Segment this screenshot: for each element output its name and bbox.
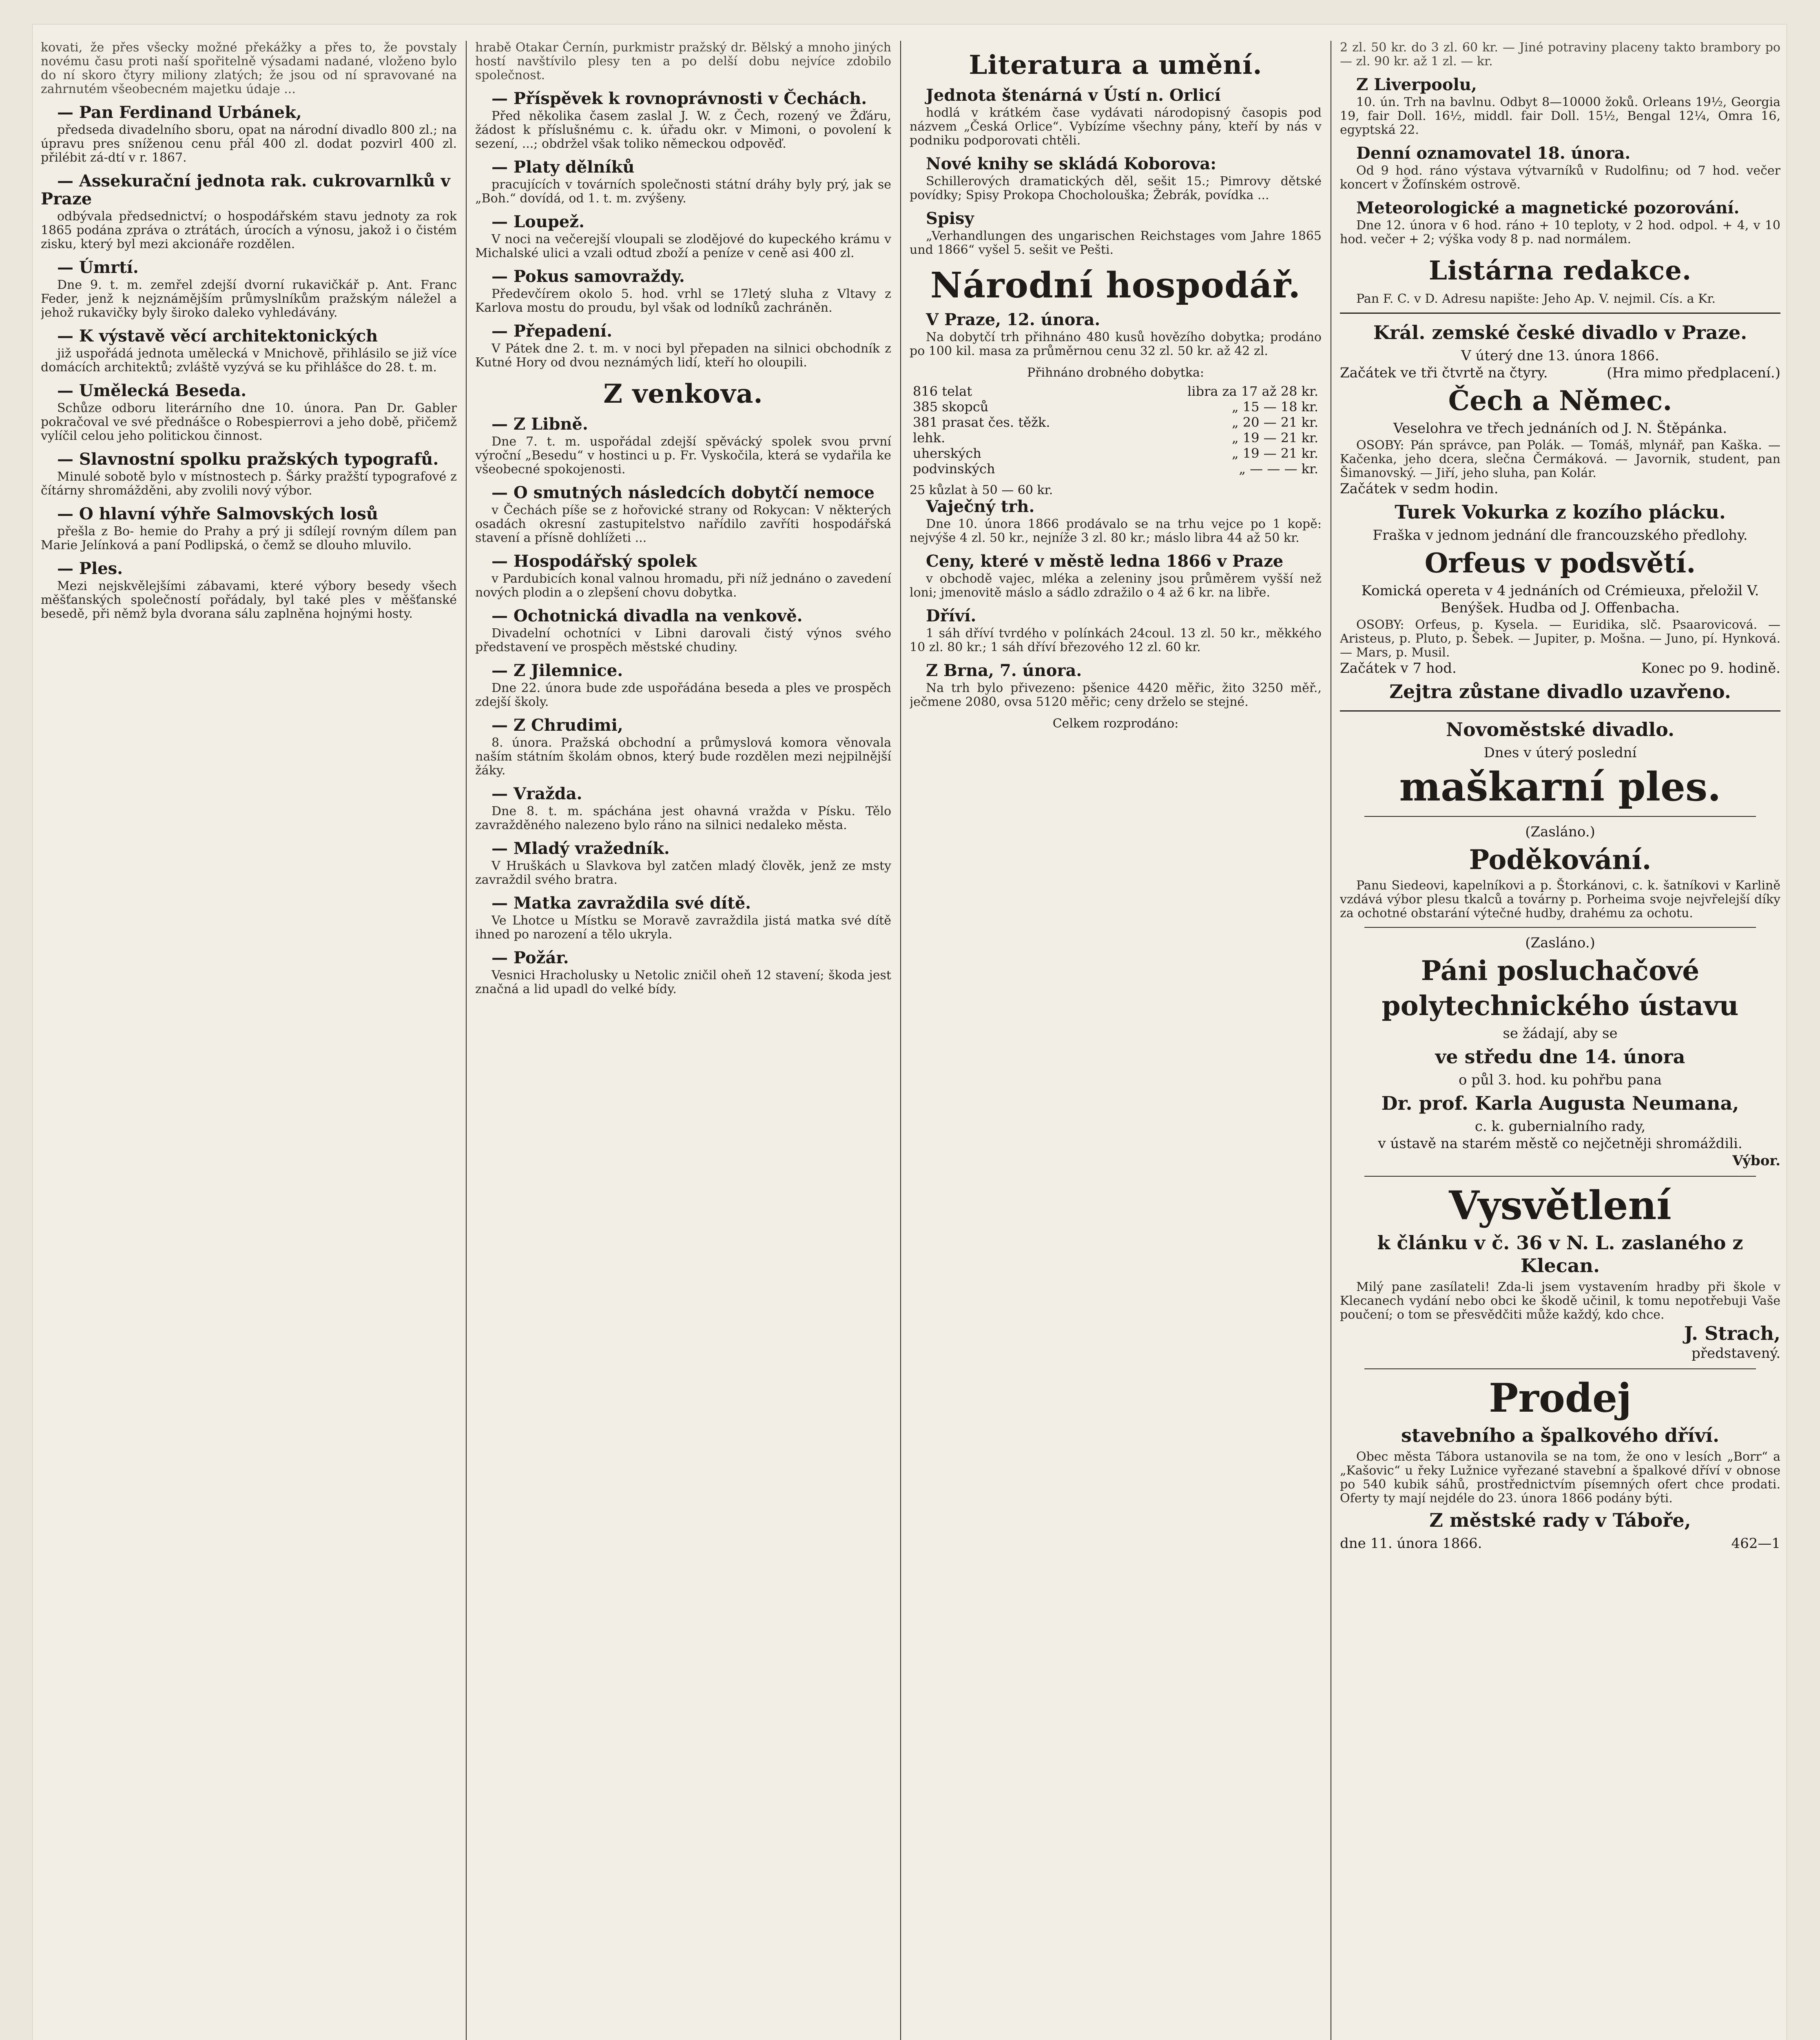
price-label: 381 prasat čes. těžk. [913, 415, 1050, 430]
section-heading: Literatura a umění. [969, 50, 1262, 80]
news-item [41, 560, 457, 621]
item-text: Ve Lhotce u Místku se Moravě zavraždila jistá matka své dítě ihned po narození a tělo ukryla. [475, 914, 891, 942]
news-item [475, 607, 891, 654]
divider [1364, 1176, 1756, 1177]
theater-listing [1340, 313, 1780, 712]
news-item [41, 505, 457, 552]
item-title: — Hospodářský spolek [492, 552, 697, 571]
theater-start: Začátek ve tři čtvrtě na čtyry. (Hra mimo předplacení.) [1340, 365, 1780, 381]
listarna-text: Pan F. C. v D. Adresu napište: Jeho Ap. V. nejmil. Cís. a Kr. [1356, 292, 1716, 306]
divider [1364, 927, 1756, 928]
sale-title: Prodej [1489, 1375, 1632, 1421]
play-desc: Fraška v jednom jednání dle francouzského předlohy. [1373, 527, 1748, 543]
news-item [41, 259, 457, 320]
item-title: — Úmrtí. [57, 258, 139, 277]
price-table-caption: Přihnáno drobného dobytka: [1027, 366, 1204, 380]
novomesto-title: Novoměstské divadlo. [1446, 718, 1674, 741]
item-text: „Verhandlungen des ungarischen Reichstages vom Jahre 1865 und 1866“ vyšel 5. sešit ve Pešti. [910, 229, 1322, 257]
price-label: 385 skopců [913, 399, 989, 415]
ball-title: maškarní ples. [1399, 764, 1721, 810]
item-title: Ceny, které v městě ledna 1866 v Praze [926, 552, 1284, 571]
play-cast: OSOBY: Pán správce, pan Polák. — Tomáš, mlynář, pan Kaška. — Kačenka, jeho dcera, slečna Čermáková. — Javornik, student, pan Šimanovský. — Jiří, jeho sluha, pan Kolár. [1340, 438, 1780, 480]
news-item [41, 450, 457, 498]
item-title: — Loupež. [492, 212, 585, 231]
news-item [41, 382, 457, 443]
item-text: Divadelní ochotníci v Libni darovali čistý výnos svého představení ve prospěch městské chudiny. [475, 626, 891, 654]
play-start: Začátek v sedm hodin. [1340, 481, 1499, 497]
ad-heading: polytechnického ústavu [1382, 990, 1739, 1022]
novomesto-sub: Dnes v úterý poslední [1483, 745, 1637, 761]
news-item [910, 311, 1322, 358]
item-title: — Požár. [492, 948, 569, 967]
section-heading: Z venkova. [603, 379, 763, 409]
section-heading: Národní hospodář. [930, 265, 1301, 306]
news-item [910, 662, 1322, 709]
news-item [475, 716, 891, 778]
theater-date: V úterý dne 13. února 1866. [1461, 348, 1659, 364]
price-value: „ — — — kr. [1239, 461, 1318, 477]
divider [1364, 1368, 1756, 1369]
news-item [41, 172, 457, 251]
item-text: již uspořádá jednota umělecká v Mnichově, přihlásilo se již více domácích architektů; zvláště vyzývá se ku přihlášce do 28. t. m. [41, 346, 457, 375]
item-text: Na dobytčí trh přihnáno 480 kusů hovězího dobytka; prodáno po 100 kil. masa za průměrnou cenu 32 zl. 50 kr. až 42 zl. [910, 330, 1322, 358]
ad-line: ve středu dne 14. února [1435, 1046, 1685, 1068]
price-row [910, 461, 1322, 477]
item-text: pracujících v továrních společnosti státní dráhy byly prý, jak se „Boh.“ dovídá, od 1. t. m. zvýšeny. [475, 177, 891, 206]
ad-heading: Páni posluchačové [1421, 955, 1700, 987]
news-item [475, 158, 891, 206]
news-item [475, 840, 891, 887]
submitted-label: (Zasláno.) [1525, 824, 1595, 840]
item-title: Z Brna, 7. února. [926, 661, 1082, 680]
item-text: V noci na večerejší vloupali se zlodějové do kupeckého krámu v Michalské ulici a vzali odtud zboží a peníze v ceně asi 400 zl. [475, 232, 891, 260]
ad-line: o půl 3. hod. ku pohřbu pana [1459, 1072, 1662, 1088]
news-item [910, 498, 1322, 545]
sale-text: Obec města Tábora ustanovila se na tom, že ono v lesích „Borr“ a „Kašovic“ u řeky Lužnice vyřezané stavební a špalkové dříví v obnose po 540 kubik sáhů, prostřednictvím písemných ofert chce prodati. Oferty ty mají nejdéle do 23. února 1866 podány býti. [1340, 1450, 1780, 1506]
ad-line: Dr. prof. Karla Augusta Neumana, [1381, 1092, 1739, 1114]
item-text: Schillerových dramatických děl, sešit 15.; Pimrovy dětské povídky; Spisy Prokopa Chocholouška; Žebrák, povídka ... [910, 174, 1322, 202]
news-item [475, 90, 891, 151]
item-text: 1 sáh dříví tvrdého v polínkách 24coul. 13 zl. 50 kr., měkkého 10 zl. 80 kr.; 1 sáh dříví březového 12 zl. 60 kr. [910, 626, 1322, 654]
article-text: hrabě Otakar Černín, purkmistr pražský dr. Bělský a mnoho jiných hostí navštívilo plesy ten a po delší dobu nejvíce zdobilo společnost. [475, 41, 891, 82]
item-title: Spisy [926, 209, 974, 228]
item-title: Jednota štenárná v Ústí n. Orlicí [926, 86, 1221, 105]
news-item [1340, 199, 1780, 246]
item-text: Dne 7. t. m. uspořádal zdejší spěvácký spolek svou první výroční „Besedu“ v hostinci u p. Fr. Vyskočila, která se vydařila ke všeobecné spokojenosti. [475, 435, 891, 477]
price-row [910, 430, 1322, 446]
item-title: — Slavnostní spolku pražských typografů. [57, 450, 439, 469]
play-cast: OSOBY: Orfeus, p. Kysela. — Euridika, slč. Psaarovicová. — Aristeus, p. Pluto, p. Šebek. — Jupiter, p. Mošna. — Juno, pí. Hynková. — Mars, p. Musil. [1340, 618, 1780, 660]
item-text: Před několika časem zaslal J. W. z Čech, rozený ve Žďáru, žádost k příslušnému c. k. úřadu okr. v Mimoni, o povolení k sezení, ...; obdržel však toliko německou odpověď. [475, 109, 891, 151]
price-label: 816 telat [913, 384, 972, 399]
item-text: Mezi nejskvělejšími zábavami, které výbory besedy všech měšťanských společností pořádaly, byl také ples v měšťanské besedě, při němž byla dvorana sálu zaplněna hojnými hosty. [41, 579, 457, 621]
item-text: v Pardubicích konal valnou hromadu, při níž jednáno o zavedení nových plodin a o zlepšení chovu dobytka. [475, 572, 891, 600]
item-text: Dne 12. února v 6 hod. ráno + 10 teploty, v 2 hod. odpol. + 4, v 10 hod. večer + 2; výška vody 8 p. nad normálem. [1340, 218, 1780, 246]
play-title: Orfeus v podsvětí. [1424, 547, 1696, 579]
column-1 [41, 41, 457, 2040]
newspaper-page [33, 24, 1787, 2040]
item-title: Dříví. [926, 606, 976, 625]
news-item [475, 662, 891, 709]
item-text: Dne 22. února bude zde uspořádána beseda a ples ve prospěch zdejší školy. [475, 681, 891, 709]
news-item [1340, 144, 1780, 192]
item-text: Vesnici Hracholusky u Netolic zničil oheň 12 stavení; škoda jest značná a lid upadl do velké bídy. [475, 968, 891, 996]
play-title: Turek Vokurka z kozího plácku. [1395, 501, 1726, 523]
news-item [475, 322, 891, 370]
item-text: Od 9 hod. ráno výstava výtvarníků v Rudolfinu; od 7 hod. večer koncert v Žofínském ostrově. [1340, 164, 1780, 192]
item-text: 8. února. Pražská obchodní a průmyslová komora věnovala naším státním školám obnos, který bude rozdělen mezi nejpilnější žáky. [475, 736, 891, 778]
item-title: — Pokus samovraždy. [492, 267, 685, 286]
item-title: — K výstavě věcí architektonických [57, 326, 378, 346]
item-title: Denní oznamovatel 18. února. [1356, 144, 1631, 163]
item-title: — Matka zavraždila své dítě. [492, 894, 751, 913]
play-times: Začátek v 7 hod. Konec po 9. hodině. [1340, 660, 1780, 676]
item-text: V Hruškách u Slavkova byl zatčen mladý člověk, jenž ze msty zavraždil svého bratra. [475, 859, 891, 887]
item-title: Meteorologické a magnetické pozorování. [1356, 198, 1740, 217]
explanation-signature: J. Strach, [1684, 1322, 1780, 1344]
item-text: v obchodě vajec, mléka a zeleniny jsou průměrem vyšší než loni; jmenovitě máslo a sádlo zdražilo o 4 až 6 kr. na libře. [910, 572, 1322, 600]
news-item [1340, 76, 1780, 137]
section-heading: Listárna redakce. [1428, 255, 1692, 286]
item-title: — O hlavní výhře Salmovských losů [57, 504, 378, 523]
ad-line: v ústavě na starém městě co nejčetněji shromáždili. [1378, 1135, 1743, 1152]
item-text: Na trh bylo přivezeno: pšenice 4420 měřic, žito 3250 měř., ječmene 2080, ovsa 5120 měřic; ceny drželo se stejné. [910, 681, 1322, 709]
summary-label: Celkem rozprodáno: [1052, 716, 1179, 731]
item-title: — Z Libně. [492, 415, 588, 434]
news-item [41, 104, 457, 165]
thanks-title: Poděkování. [1469, 844, 1652, 876]
thanks-text: Panu Siedeovi, kapelníkovi a p. Štorkánovi, c. k. šatníkovi v Karlině vzdává výbor plesu tkalců a továrny p. Porheima svoje nejvřelejší díky za ochotné obstarání výtečné hudby, drahému za ochotu. [1340, 878, 1780, 920]
item-title: — Příspěvek k rovnoprávnosti v Čechách. [492, 89, 867, 108]
price-value: libra za 17 až 28 kr. [1187, 384, 1318, 399]
column-rule [466, 41, 467, 2040]
item-text: Minulé sobotě bylo v místnostech p. Šárky pražští typografové z čítárny shromážděni, aby zvolili nový výbor. [41, 470, 457, 498]
submitted-label: (Zasláno.) [1525, 935, 1595, 951]
sale-sub: stavebního a špalkového dříví. [1401, 1424, 1720, 1446]
news-item [475, 484, 891, 545]
column-2 [475, 41, 891, 2040]
item-title: — Ples. [57, 559, 123, 578]
ad-signature: Výbor. [1732, 1153, 1780, 1169]
item-text: odbývala předsednictví; o hospodářském stavu jednoty za rok 1865 podána zpráva o ztrátách, úrocích a výnosu, jakož i o čistém zisku, který byl mezi akcionáře rozdělen. [41, 209, 457, 251]
news-item [910, 155, 1322, 202]
item-title: — Přepadení. [492, 322, 613, 341]
item-title: — Z Chrudimi, [492, 716, 623, 735]
ad-line: c. k. gubernialního rady, [1475, 1118, 1646, 1135]
column-3 [910, 41, 1322, 2040]
news-item [475, 268, 891, 315]
theater-closed: Zejtra zůstane divadlo uzavřeno. [1389, 681, 1731, 703]
price-value: „ 15 — 18 kr. [1231, 399, 1318, 415]
item-title: V Praze, 12. února. [926, 310, 1100, 329]
sale-signature: Z městské rady v Táboře, [1429, 1509, 1691, 1531]
price-label: uherských [913, 446, 981, 461]
price-row [910, 384, 1322, 399]
news-item [910, 210, 1322, 257]
column-4 [1340, 41, 1780, 2040]
item-text: Dne 10. února 1866 prodávalo se na trhu vejce po 1 kopě: nejvýše 4 zl. 50 kr., nejníže 3 zl. 80 kr.; máslo libra 44 až 50 kr. [910, 517, 1322, 545]
explanation-text: Milý pane zasílateli! Zda-li jsem vystavením hradby při škole v Klecanech vydání nebo obci ke škodě učinil, k tomu nepotřebuji Vaše poučení; o tom se přesvědčiti může každý, kdo chce. [1340, 1280, 1780, 1322]
item-text: Předevčírem okolo 5. hod. vrhl se 17letý sluha z Vltavy z Karlova mostu do proudu, byl však od lodníků zachráněn. [475, 287, 891, 315]
item-title: — Pan Ferdinand Urbánek, [57, 103, 302, 122]
play-title: Čech a Němec. [1448, 385, 1672, 417]
item-title: Z Liverpoolu, [1356, 75, 1477, 94]
item-text: v Čechách píše se z hořovické strany od Rokycan: V některých osadách okresní zastupitelstvo nařídilo zavříti hospodářská stavení a přísně dohlížeti ... [475, 503, 891, 545]
price-table [910, 384, 1322, 477]
item-title: — Assekurační jednota rak. cukrovarnlků v Praze [41, 171, 450, 208]
item-title: Nové knihy se skládá Koborova: [926, 154, 1217, 173]
news-item [910, 607, 1322, 654]
item-text: Schůze odboru literárního dne 10. února. Pan Dr. Gabler pokračoval ve své přednášce o Robespierrovi a jeho době, přičemž vylíčil celou jeho politickou činnost. [41, 401, 457, 443]
item-text: Dne 8. t. m. spáchána jest ohavná vražda v Písku. Tělo zavražděného nalezeno bylo ráno na silnici nedaleko města. [475, 804, 891, 832]
item-title: — Umělecká Beseda. [57, 381, 247, 400]
article-text: 2 zl. 50 kr. do 3 zl. 60 kr. — Jiné potraviny placeny takto brambory po — zl. 90 kr. až 1 zl. — kr. [1340, 41, 1780, 69]
price-row [910, 446, 1322, 461]
price-label: lehk. [913, 430, 945, 446]
item-text: přešla z Bo- hemie do Prahy a prý ji sdílejí rovným dílem pan Marie Jelínková a paní Podlipská, o čemž se dlouho mluvilo. [41, 524, 457, 552]
news-item [910, 552, 1322, 600]
item-title: — Ochotnická divadla na venkově. [492, 606, 803, 625]
news-item [41, 327, 457, 375]
ad-line: se žádají, aby se [1503, 1025, 1618, 1042]
explanation-title: Vysvětlení [1449, 1182, 1672, 1228]
play-desc: Komická opereta v 4 jednáních od Crémieuxa, přeložil V. Benýšek. Hudba od J. Offenbacha. [1361, 583, 1759, 616]
price-value: „ 19 — 21 kr. [1231, 430, 1318, 446]
news-item [475, 785, 891, 832]
item-text: Dne 9. t. m. zemřel zdejší dvorní rukavičkář p. Ant. Franc Feder, jenž k nejznámějším průmyslníkům pražským náležel a jehož rukavičky byly široko daleko vyhledávány. [41, 278, 457, 320]
sale-date-line: dne 11. února 1866. 462—1 [1340, 1535, 1780, 1552]
price-value: „ 19 — 21 kr. [1231, 446, 1318, 461]
item-title: — Mladý vražedník. [492, 839, 670, 858]
explanation-role: představený. [1691, 1345, 1780, 1361]
explanation-sub: k článku v č. 36 v N. L. zaslaného z Klecan. [1377, 1232, 1743, 1277]
article-text: kovati, že přes všecky možné překážky a přes to, že povstaly novému času proti naší spořitelně výsadami nadané, vloženo bylo do ní skoro čtyry miliony zlatých; že jsou od ní spravované na zahrnutém všeobecném majetku údaje ... [41, 41, 457, 96]
play-desc: Veselohra ve třech jednáních od J. N. Štěpánka. [1393, 420, 1727, 437]
item-title: — Vražda. [492, 784, 582, 803]
item-title: Vaječný trh. [926, 497, 1035, 516]
news-item [475, 894, 891, 942]
price-row [910, 415, 1322, 430]
news-item [475, 949, 891, 996]
news-item [910, 86, 1322, 148]
divider [1364, 816, 1756, 817]
price-value: „ 20 — 21 kr. [1231, 415, 1318, 430]
price-row [910, 399, 1322, 415]
news-item [475, 415, 891, 477]
news-item [475, 552, 891, 600]
item-text: předseda divadelního sboru, opat na národní divadlo 800 zl.; na úpravu pres sníženou cenu přál 400 zl. dodat pozvirl 400 zl. přilébit zá-dtí v r. 1867. [41, 123, 457, 165]
column-rule [900, 41, 901, 2040]
item-title: — O smutných následcích dobytčí nemoce [492, 483, 875, 502]
item-title: — Platy dělníků [492, 157, 635, 177]
price-total: 25 kůzlat à 50 — 60 kr. [910, 483, 1053, 497]
news-item [475, 213, 891, 260]
theater-title: Král. zemské české divadlo v Praze. [1373, 322, 1747, 344]
price-label: podvinských [913, 461, 995, 477]
item-text: V Pátek dne 2. t. m. v noci byl přepaden na silnici obchodník z Kutné Hory od dvou neznámých lidí, kteří ho oloupili. [475, 341, 891, 370]
item-title: — Z Jilemnice. [492, 661, 623, 680]
item-text: 10. ún. Trh na bavlnu. Odbyt 8—10000 žoků. Orleans 19½, Georgia 19, fair Doll. 16½, middl. fair Doll. 15½, Bengal 12¼, Omra 16, egyptská 22. [1340, 95, 1780, 137]
item-text: hodlá v krátkém čase vydávati národopisný časopis pod názvem „Česká Orlice“. Vybízíme všechny pány, kteří by nás v podniku podporovati chtěli. [910, 106, 1322, 148]
